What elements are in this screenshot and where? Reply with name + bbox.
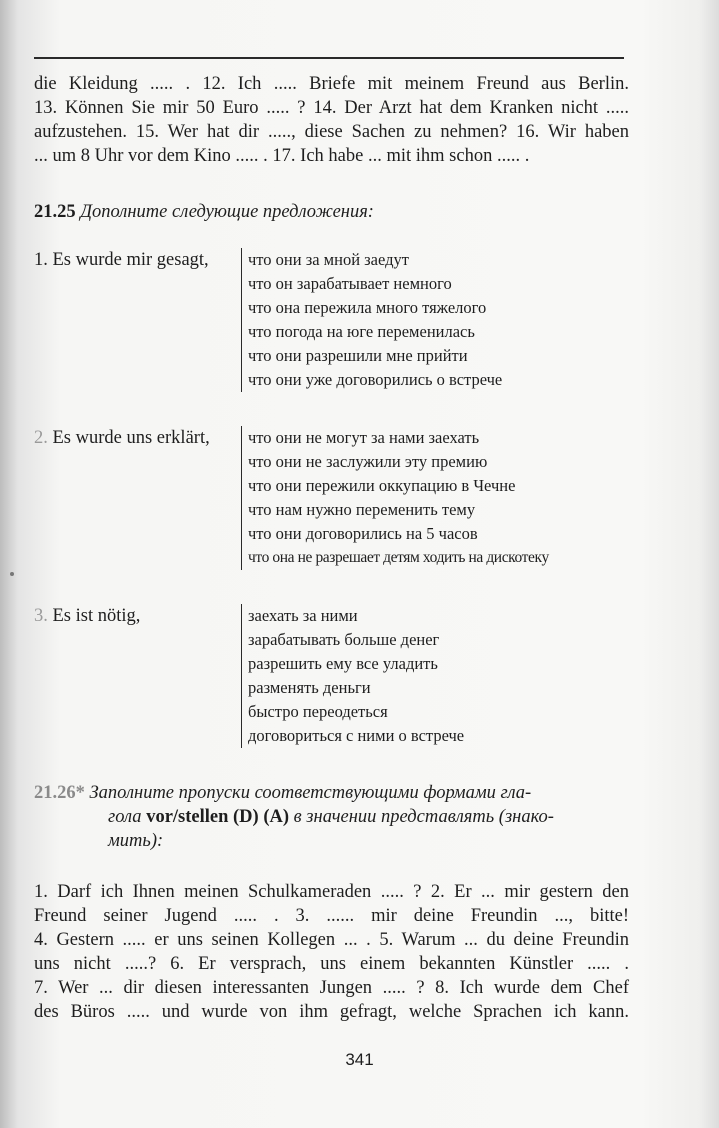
option-line: что она не разрешает детям ходить на дискотеку [248, 549, 549, 566]
paragraph-line: 1. Darf ich Ihnen meinen Schulkameraden ..... ? 2. Er ... mir gestern den [34, 882, 629, 902]
exercise-instruction: гола [108, 807, 142, 827]
exercise-21-25-heading [34, 200, 374, 224]
stem-text: Es ist nötig, [52, 606, 141, 626]
exercise-number: 21.25 [34, 202, 76, 222]
option-line: разрешить ему все уладить [248, 654, 438, 673]
stem-text: Es wurde mir gesagt, [52, 250, 209, 270]
option-line: что он зарабатывает немного [248, 274, 452, 293]
exercise-group-3 [34, 604, 634, 754]
paragraph-line: des Büros ..... und wurde von ihm gefragt, welche Sprachen ich kann. [34, 1002, 629, 1022]
stem-sentence [34, 604, 140, 628]
exercise-21-26-heading [34, 781, 629, 853]
stem-text: Es wurde uns erklärt, [52, 428, 210, 448]
paragraph-line: Freund seiner Jugend ..... . 3. ...... mir deine Freundin ..., bitte! [34, 906, 629, 926]
exercise-21-26-text [34, 880, 629, 1024]
verb-label: vor/stellen (D) (A) [146, 807, 290, 827]
stem-number: 1. [34, 250, 48, 270]
exercise-instruction: Дополните следующие предложения: [80, 202, 374, 222]
option-line: что они не могут за нами заехать [248, 428, 480, 447]
exercise-instruction: мить): [108, 831, 164, 851]
stem-number: 2. [34, 428, 48, 448]
top-rule [34, 57, 624, 59]
option-line: разменять деньги [248, 678, 371, 697]
option-line: что нам нужно переменить тему [248, 500, 476, 519]
stem-sentence [34, 248, 209, 272]
option-line: быстро переодеться [248, 702, 388, 721]
option-line: что они за мной заедут [248, 250, 409, 269]
paragraph-line: aufzustehen. 15. Wer hat dir ....., diese Sachen zu nehmen? 16. Wir haben [34, 122, 629, 142]
exercise-number: 21.26* [34, 783, 85, 803]
option-line: что они уже договорились о встрече [248, 370, 503, 389]
page-number: 341 [345, 1050, 374, 1069]
option-line: что они пережили оккупацию в Чечне [248, 476, 516, 495]
option-line: что они договорились на 5 часов [248, 524, 478, 543]
option-line: что погода на юге переменилась [248, 322, 475, 341]
top-paragraph [34, 72, 629, 168]
option-line: договориться с ними о встрече [248, 726, 465, 745]
paragraph-line: 13. Können Sie mir 50 Euro ..... ? 14. Der Arzt hat dem Kranken nicht ..... [34, 98, 629, 118]
options-list [241, 248, 502, 392]
paragraph-line: uns nicht .....? 6. Er versprach, uns einem bekannten Künstler ..... . [34, 954, 629, 974]
options-list [241, 604, 464, 748]
option-line: зарабатывать больше денег [248, 630, 440, 649]
exercise-instruction: Заполните пропуски соответствующими формами гла- [89, 783, 532, 803]
option-line: заехать за ними [248, 606, 358, 625]
paragraph-line: die Kleidung ..... . 12. Ich ..... Briefe mit meinem Freund aus Berlin. [34, 74, 629, 94]
option-line: что она пережила много тяжелого [248, 298, 487, 317]
paragraph-line: ... um 8 Uhr vor dem Kino ..... . 17. Ich habe ... mit ihm schon ..... . [34, 146, 530, 166]
exercise-group-1 [34, 248, 634, 398]
exercise-instruction: в значении представлять (знако- [293, 807, 554, 827]
paragraph-line: 4. Gestern ..... er uns seinen Kollegen ... . 5. Warum ... du deine Freundin [34, 930, 629, 950]
paragraph-line: 7. Wer ... dir diesen interessanten Jungen ..... ? 8. Ich wurde dem Chef [34, 978, 629, 998]
scan-speck [10, 572, 14, 576]
options-list [241, 426, 549, 570]
option-line: что они разрешили мне прийти [248, 346, 468, 365]
exercise-group-2 [34, 426, 634, 576]
option-line: что они не заслужили эту премию [248, 452, 488, 471]
stem-sentence [34, 426, 210, 450]
stem-number: 3. [34, 606, 48, 626]
